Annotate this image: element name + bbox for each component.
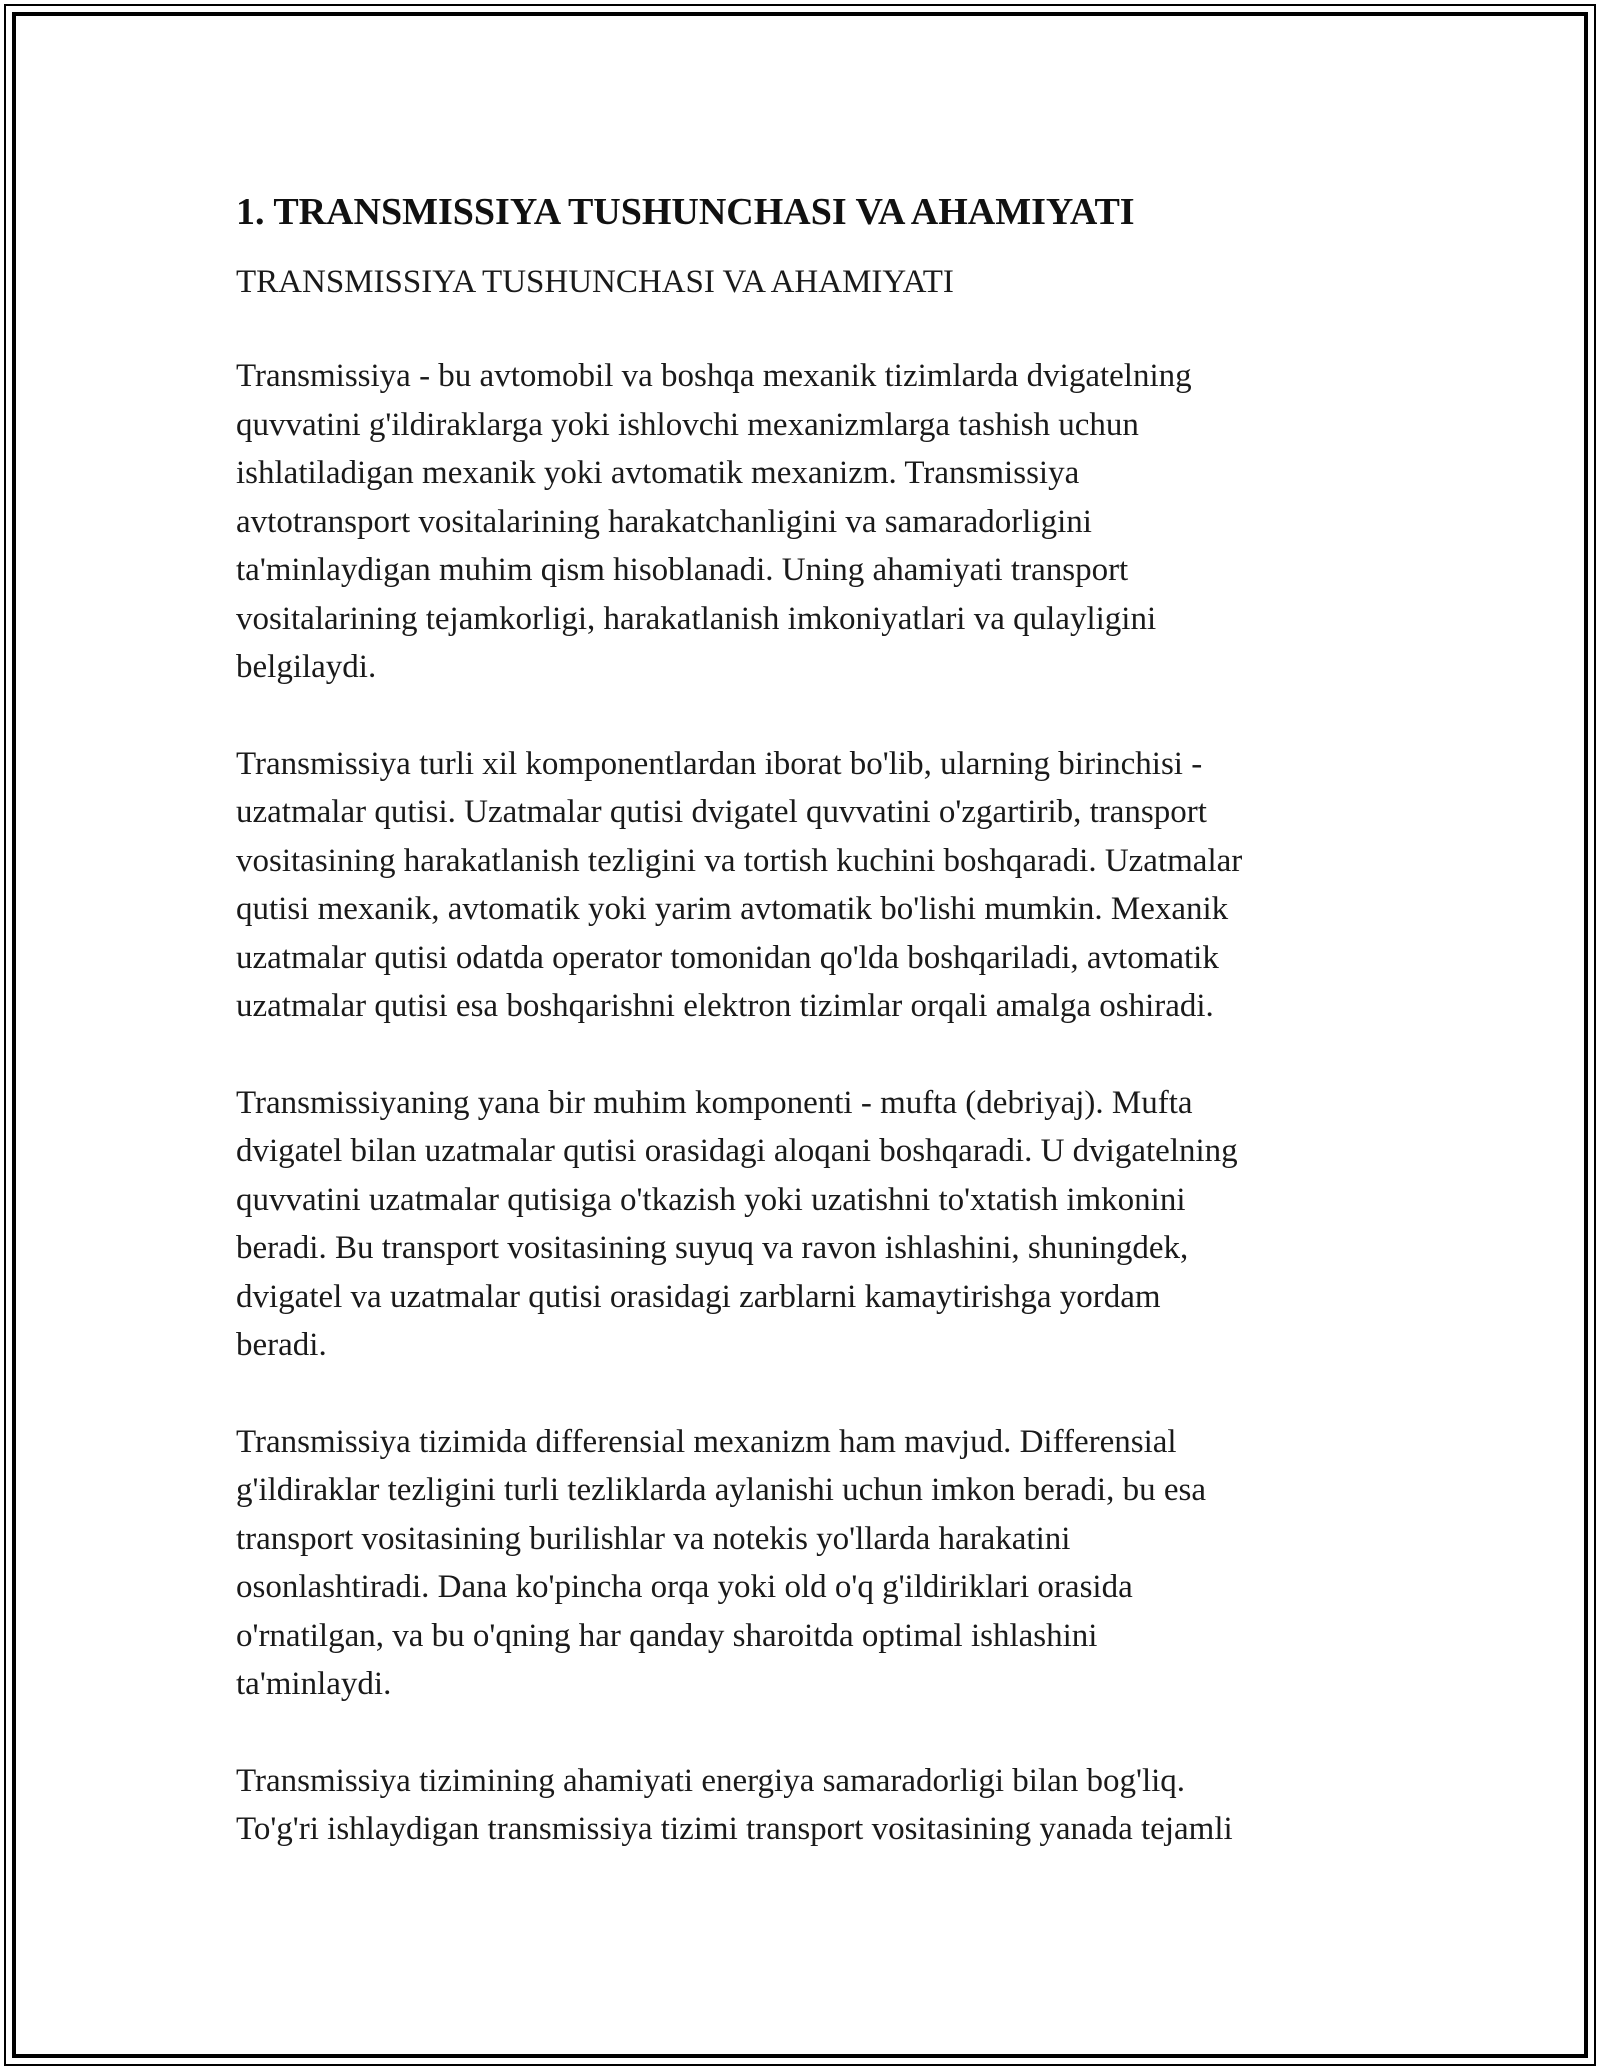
paragraph-line: quvvatini g'ildiraklarga yoki ishlovchi mexanizmlarga tashish uchun — [236, 406, 1139, 443]
section-subtitle: TRANSMISSIYA TUSHUNCHASI VA AHAMIYATI — [236, 264, 954, 300]
paragraph-line: o'rnatilgan, va bu o'qning har qanday sharoitda optimal ishlashini — [236, 1617, 1098, 1654]
document-body — [236, 186, 1366, 1902]
paragraph-line: g'ildiraklar tezligini turli tezliklarda aylanishi uchun imkon beradi, bu esa — [236, 1472, 1206, 1508]
paragraph-line: belgilaydi. — [236, 649, 377, 685]
paragraph-line: osonlashtiradi. Dana ko'pincha orqa yoki old o'q g'ildiriklari orasida — [236, 1569, 1133, 1605]
paragraph-line: ishlatiladigan mexanik yoki avtomatik mexanizm. Transmissiya — [236, 455, 1080, 491]
paragraph-line: vositasining harakatlanish tezligini va tortish kuchini boshqaradi. Uzatmalar — [236, 842, 1243, 879]
paragraph-line: dvigatel va uzatmalar qutisi orasidagi zarblarni kamaytirishga yordam — [236, 1278, 1161, 1315]
paragraph-line: To'g'ri ishlaydigan transmissiya tizimi transport vositasining yanada tejamli — [236, 1811, 1233, 1847]
paragraph-line: dvigatel bilan uzatmalar qutisi orasidagi aloqani boshqaradi. U dvigatelning — [236, 1133, 1238, 1169]
paragraph-line: qutisi mexanik, avtomatik yoki yarim avtomatik bo'lishi mumkin. Mexanik — [236, 891, 1229, 927]
section-heading: 1. TRANSMISSIYA TUSHUNCHASI VA AHAMIYATI — [236, 191, 1135, 233]
paragraph-line: transport vositasining burilishlar va notekis yo'llarda harakatini — [236, 1520, 1071, 1557]
paragraph-line: uzatmalar qutisi odatda operator tomonidan qo'lda boshqariladi, avtomatik — [236, 939, 1219, 976]
paragraph — [236, 1418, 1366, 1709]
paragraph-line: avtotransport vositalarining harakatchanligini va samaradorligini — [236, 503, 1092, 540]
paragraph-line: ta'minlaydi. — [236, 1666, 392, 1702]
paragraph-line: Transmissiyaning yana bir muhim komponenti - mufta (debriyaj). Mufta — [236, 1084, 1193, 1121]
paragraph-line: quvvatini uzatmalar qutisiga o'tkazish yoki uzatishni to'xtatish imkonini — [236, 1181, 1186, 1218]
paragraph-line: beradi. Bu transport vositasining suyuq va ravon ishlashini, shuningdek, — [236, 1230, 1189, 1266]
paragraph-line: Transmissiya tizimining ahamiyati energiya samaradorligi bilan bog'liq. — [236, 1762, 1186, 1799]
paragraph — [236, 740, 1366, 1031]
paragraph-line: Transmissiya tizimida differensial mexanizm ham mavjud. Differensial — [236, 1423, 1177, 1460]
paragraph-line: ta'minlaydigan muhim qism hisoblanadi. Uning ahamiyati transport — [236, 552, 1129, 588]
paragraph — [236, 352, 1366, 692]
paragraph-line: uzatmalar qutisi esa boshqarishni elektron tizimlar orqali amalga oshiradi. — [236, 988, 1214, 1024]
paragraph-line: Transmissiya turli xil komponentlardan iborat bo'lib, ularning birinchisi - — [236, 745, 1203, 782]
paragraph-line: vositalarining tejamkorligi, harakatlanish imkoniyatlari va qulayligini — [236, 600, 1157, 637]
paragraph-line: uzatmalar qutisi. Uzatmalar qutisi dvigatel quvvatini o'zgartirib, transport — [236, 794, 1207, 830]
paragraph — [236, 1079, 1366, 1370]
paragraph-line: Transmissiya - bu avtomobil va boshqa mexanik tizimlarda dvigatelning — [236, 358, 1192, 394]
paragraph — [236, 1757, 1366, 1854]
paragraph-line: beradi. — [236, 1327, 327, 1363]
